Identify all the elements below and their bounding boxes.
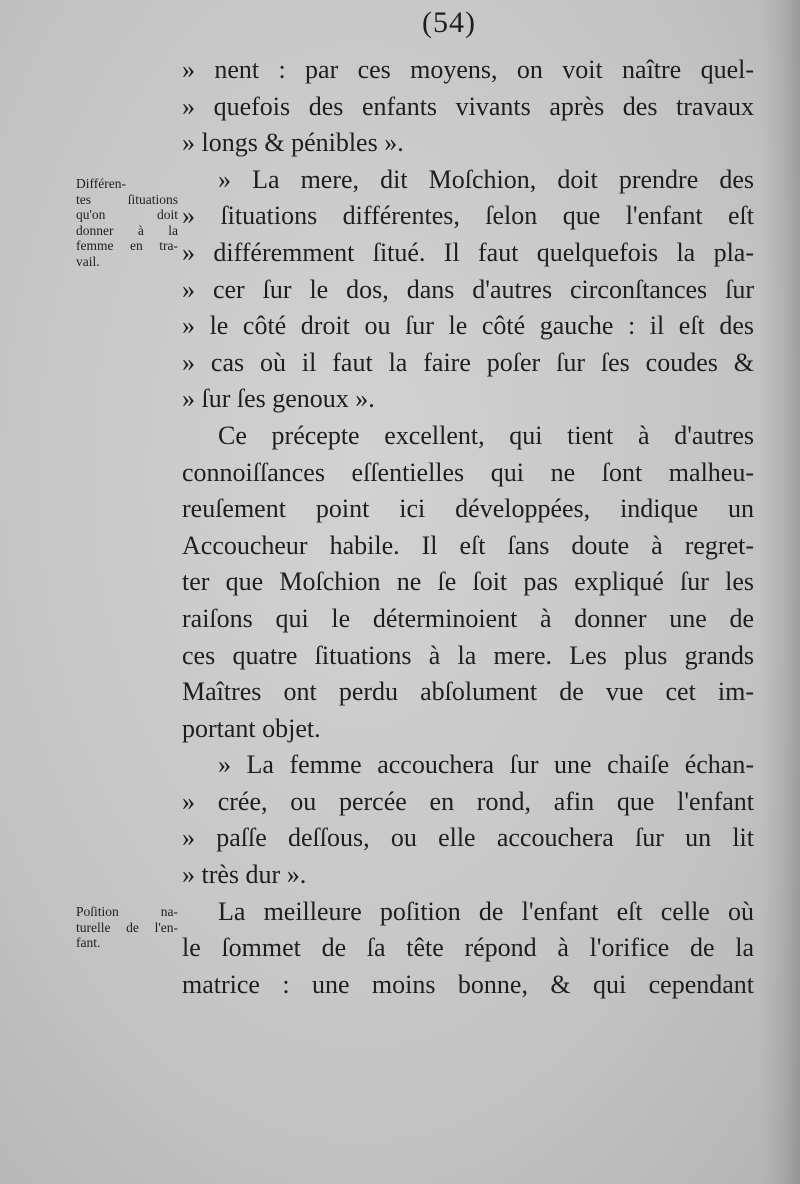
text-line: » nent : par ces moyens, on voit naître quel- [182, 55, 754, 84]
text-line: » ſur ſes genoux ». [182, 384, 375, 414]
text-line: » La mere, dit Moſchion, doit prendre des [218, 164, 754, 194]
text-line: matrice : une moins bonne, & qui cependant [182, 969, 754, 999]
margin-note-position [76, 904, 178, 951]
text-line: reuſement point ici développées, indique un [182, 494, 754, 524]
margin-note-line: vail. [76, 253, 100, 269]
margin-note-line: qu'on doit [76, 207, 178, 222]
text-line: connoiſſances eſſentielles qui ne ſont malheu- [182, 457, 754, 487]
margin-note-line: turelle de l'en- [76, 919, 178, 935]
text-line: » cas où il faut la faire poſer ſur ſes coudes & [182, 347, 754, 377]
text-line: Maîtres ont perdu abſolument de vue cet im- [182, 677, 754, 707]
text-line: » différemment ſitué. Il faut quelquefois la pla- [182, 237, 754, 267]
text-line: » quefois des enfants vivants après des travaux [182, 91, 754, 121]
text-line: Accoucheur habile. Il eſt ſans doute à regret- [182, 530, 754, 560]
text-line: » cer ſur le dos, dans d'autres circonſtances ſur [182, 274, 754, 304]
text-line: » longs & pénibles ». [182, 128, 404, 158]
text-line: La meilleure poſition de l'enfant eſt celle où [218, 896, 754, 926]
margin-note-line: fant. [76, 935, 101, 950]
margin-note-line: femme en tra- [76, 238, 178, 253]
page-edge-shadow [760, 0, 800, 1184]
text-line: » le côté droit ou ſur le côté gauche : il eſt des [182, 311, 754, 341]
margin-note-line: Poſition na- [76, 904, 178, 919]
text-line: ces quatre ſituations à la mere. Les plus grands [182, 640, 754, 670]
text-line: » ſituations différentes, ſelon que l'enfant eſt [182, 201, 754, 231]
text-line: portant objet. [182, 713, 321, 743]
margin-note-line: tes ſituations [76, 191, 178, 207]
page-number: (54) [422, 6, 476, 39]
margin-note-line: donner à la [76, 222, 178, 238]
text-line: » très dur ». [182, 860, 307, 890]
text-line: » La femme accouchera ſur une chaiſe échan- [218, 750, 754, 780]
text-line: raiſons qui le déterminoient à donner une de [182, 603, 754, 633]
body-text [182, 52, 754, 1003]
margin-note-situations [76, 176, 178, 269]
text-line: » paſſe deſſous, ou elle accouchera ſur un lit [182, 823, 754, 853]
margin-note-line: Différen- [76, 176, 126, 191]
text-line: Ce précepte excellent, qui tient à d'autres [218, 420, 754, 450]
text-line: le ſommet de ſa tête répond à l'orifice de la [182, 933, 754, 963]
text-line: » crée, ou percée en rond, afin que l'enfant [182, 786, 754, 816]
text-line: ter que Moſchion ne ſe ſoit pas expliqué ſur les [182, 567, 754, 597]
